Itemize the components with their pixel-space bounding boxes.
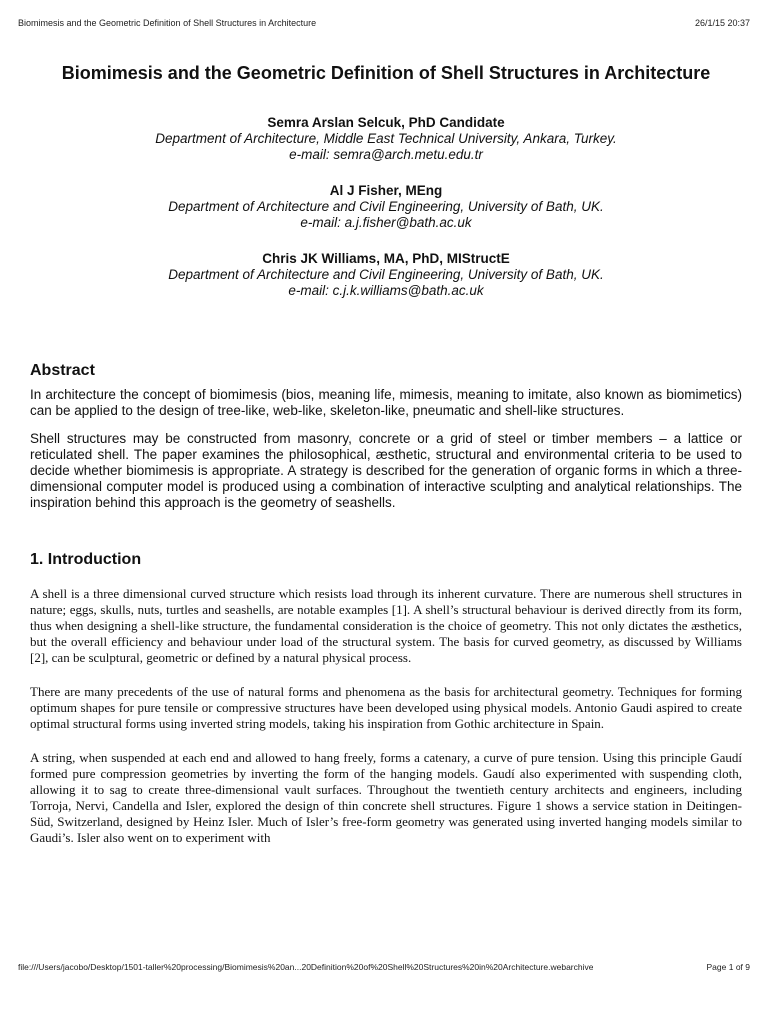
body-paragraph: There are many precedents of the use of natural forms and phenomena as the basis for architectural geometry. Techniques for forming optimum shapes for pure tensile or compressive structures have been developed using physical models. Antonio Gaudi aspired to create optimal structural forms using inverted string models, taking his inspiration from Gothic architecture in Spain. bbox=[30, 684, 742, 731]
body-paragraph: A shell is a three dimensional curved structure which resists load through its inherent curvature. There are numerous shell structures in nature; eggs, skulls, nuts, turtles and seashells, are notable examples [1]. A shell’s structural behaviour is derived directly from its form, thus when designing a shell-like structure, the fundamental consideration is the choice of geometry. This not only dictates the æsthetics, but the overall efficiency and behaviour under load of the structural system. The basis for curved geometry, as discussed by Williams [2], can be sculptural, geometric or defined by a natural physical process. bbox=[30, 586, 742, 665]
author-name: Al J Fisher, MEng bbox=[329, 183, 443, 198]
author-affiliation: Department of Architecture and Civil Engineering, University of Bath, UK. bbox=[168, 267, 604, 282]
author-affiliation: Department of Architecture and Civil Engineering, University of Bath, UK. bbox=[168, 199, 604, 214]
paper-page bbox=[30, 62, 742, 948]
author-email: e-mail: a.j.fisher@bath.ac.uk bbox=[300, 215, 472, 230]
author-name: Chris JK Williams, MA, PhD, MIStructE bbox=[262, 251, 510, 266]
body-paragraph: A string, when suspended at each end and allowed to hang freely, forms a catenary, a curve of pure tension. Using this principle Gaudí formed pure compression geometries by inverting the form of the hanging models. Gaudí also experimented with suspending cloth, allowing it to sag to create three-dimensional vault surfaces. Throughout the twentieth century architects and engineers, including Torroja, Nervi, Candella and Isler, explored the design of thin concrete shell structures. Figure 1 shows a service station in Deitingen-Süd, Switzerland, designed by Heinz Isler. Much of Isler’s free-form geometry was generated using inverted hanging models similar to Gaudi’s. Isler also went on to experiment with bbox=[30, 750, 742, 845]
paper-title: Biomimesis and the Geometric Definition of Shell Structures in Architecture bbox=[61, 63, 711, 83]
author-block bbox=[30, 114, 742, 163]
author-block bbox=[30, 182, 742, 231]
author-list bbox=[30, 114, 742, 299]
print-header-title: Biomimesis and the Geometric Definition of Shell Structures in Architecture bbox=[18, 18, 317, 28]
author-email: e-mail: c.j.k.williams@bath.ac.uk bbox=[288, 283, 484, 298]
abstract-paragraph: In architecture the concept of biomimesis (bios, meaning life, mimesis, meaning to imitate, also known as biomimetics) can be applied to the design of tree-like, web-like, skeleton-like, pneumatic and shell-like structures. bbox=[30, 387, 742, 418]
print-header-datetime: 26/1/15 20:37 bbox=[694, 18, 750, 28]
abstract-paragraph: Shell structures may be constructed from masonry, concrete or a grid of steel or timber members – a lattice or reticulated shell. The paper examines the philosophical, æsthetic, structural and environmental criteria to be used to decide whether biomimesis is appropriate. A strategy is described for the generation of organic forms in which a three-dimensional computer model is produced using a combination of interactive sculpting and analytical relationships. The inspiration behind this approach is the geometry of seashells. bbox=[30, 431, 742, 510]
author-name: Semra Arslan Selcuk, PhD Candidate bbox=[267, 115, 505, 130]
file-url: file:///Users/jacobo/Desktop/1501-taller%20processing/Biomimesis%20an...20Definition%20of%20Shell%20Structures%20in%20Architecture.webarchive bbox=[18, 962, 594, 972]
introduction-heading: 1. Introduction bbox=[30, 551, 142, 568]
page-number: Page 1 of 9 bbox=[706, 962, 750, 972]
author-email: e-mail: semra@arch.metu.edu.tr bbox=[289, 147, 483, 162]
print-header bbox=[18, 18, 750, 28]
author-affiliation: Department of Architecture, Middle East Technical University, Ankara, Turkey. bbox=[155, 131, 617, 146]
abstract-heading: Abstract bbox=[30, 362, 95, 379]
print-footer bbox=[18, 962, 750, 972]
author-block bbox=[30, 250, 742, 299]
